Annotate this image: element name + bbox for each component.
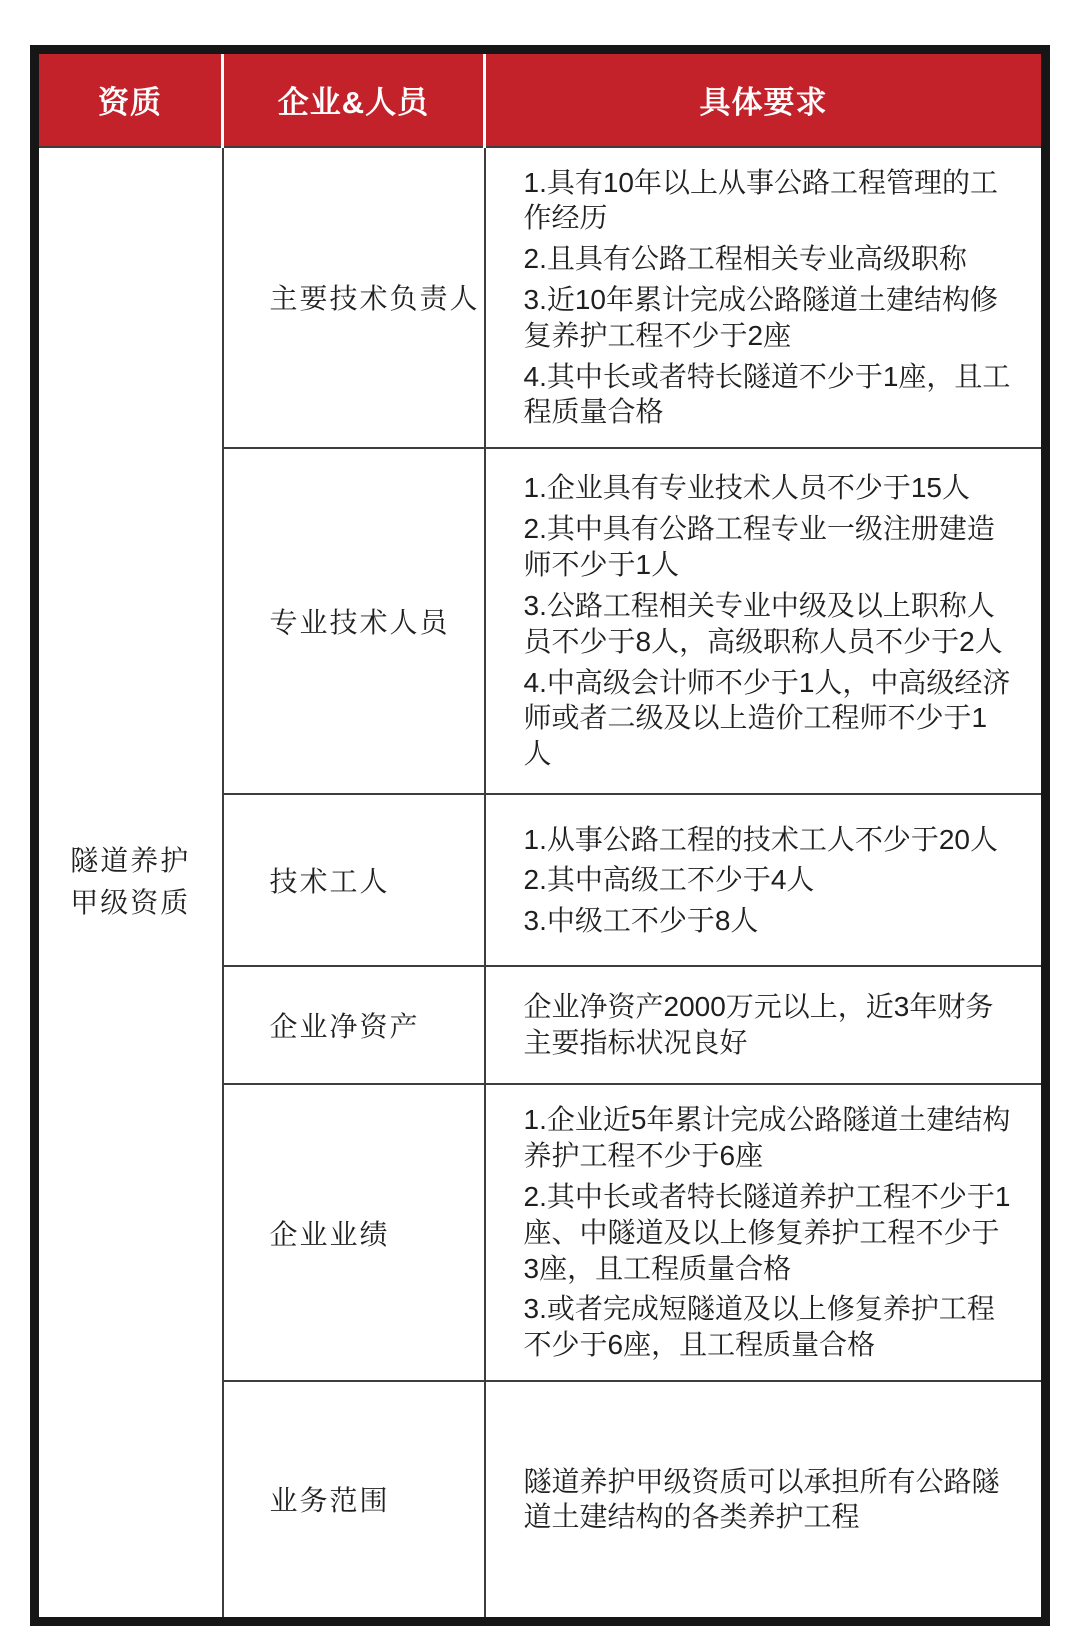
requirement-item: 2.且具有公路工程相关专业高级职称	[523, 243, 967, 275]
requirement-item: 4.其中长或者特长隧道不少于1座，且工程质量合格	[523, 360, 1011, 428]
qualification-cell	[35, 147, 223, 1622]
requirements-cell	[485, 794, 1046, 966]
requirement-item: 1.企业具有专业技术人员不少于15人	[523, 472, 970, 504]
header-row	[35, 50, 1046, 147]
requirements-cell	[485, 1084, 1046, 1381]
requirement-item: 3.公路工程相关专业中级及以上职称人员不少于8人，高级职称人员不少于2人	[523, 589, 1003, 657]
requirement-item: 3.近10年累计完成公路隧道土建结构修复养护工程不少于2座	[523, 283, 998, 351]
category-cell: 业务范围	[223, 1381, 485, 1621]
qualification-line-2: 甲级资质	[70, 887, 191, 919]
requirement-item: 1.企业近5年累计完成公路隧道土建结构养护工程不少于6座	[523, 1104, 1011, 1172]
header-personnel: 企业&人员	[223, 50, 485, 147]
requirements-cell	[485, 448, 1046, 794]
requirement-item: 3.中级工不少于8人	[523, 905, 759, 937]
requirements-cell	[485, 147, 1046, 449]
qualification-table	[30, 45, 1050, 1626]
requirement-item: 1.具有10年以上从事公路工程管理的工作经历	[523, 166, 998, 234]
qualification-line-1: 隧道养护	[70, 845, 191, 877]
requirements-cell	[485, 1381, 1046, 1621]
requirements-cell	[485, 966, 1046, 1084]
category-cell: 主要技术负责人	[223, 147, 485, 449]
category-cell: 企业业绩	[223, 1084, 485, 1381]
header-requirements: 具体要求	[485, 50, 1046, 147]
table-row-chief-engineer	[35, 147, 1046, 449]
category-cell: 专业技术人员	[223, 448, 485, 794]
requirement-item: 2.其中具有公路工程专业一级注册建造师不少于1人	[523, 513, 995, 581]
requirement-item: 2.其中长或者特长隧道养护工程不少于1座、中隧道及以上修复养护工程不少于3座，且工程质量合格	[523, 1180, 1011, 1284]
requirement-item: 企业净资产2000万元以上，近3年财务主要指标状况良好	[523, 991, 994, 1059]
requirement-item: 2.其中高级工不少于4人	[523, 864, 815, 896]
requirement-item: 4.中高级会计师不少于1人，中高级经济师或者二级及以上造价工程师不少于1人	[523, 666, 1011, 770]
requirement-item: 3.或者完成短隧道及以上修复养护工程不少于6座，且工程质量合格	[523, 1293, 995, 1361]
requirement-item: 隧道养护甲级资质可以承担所有公路隧道土建结构的各类养护工程	[523, 1465, 1000, 1533]
category-cell: 技术工人	[223, 794, 485, 966]
requirement-item: 1.从事公路工程的技术工人不少于20人	[523, 823, 998, 855]
category-cell: 企业净资产	[223, 966, 485, 1084]
header-qualification: 资质	[35, 50, 223, 147]
